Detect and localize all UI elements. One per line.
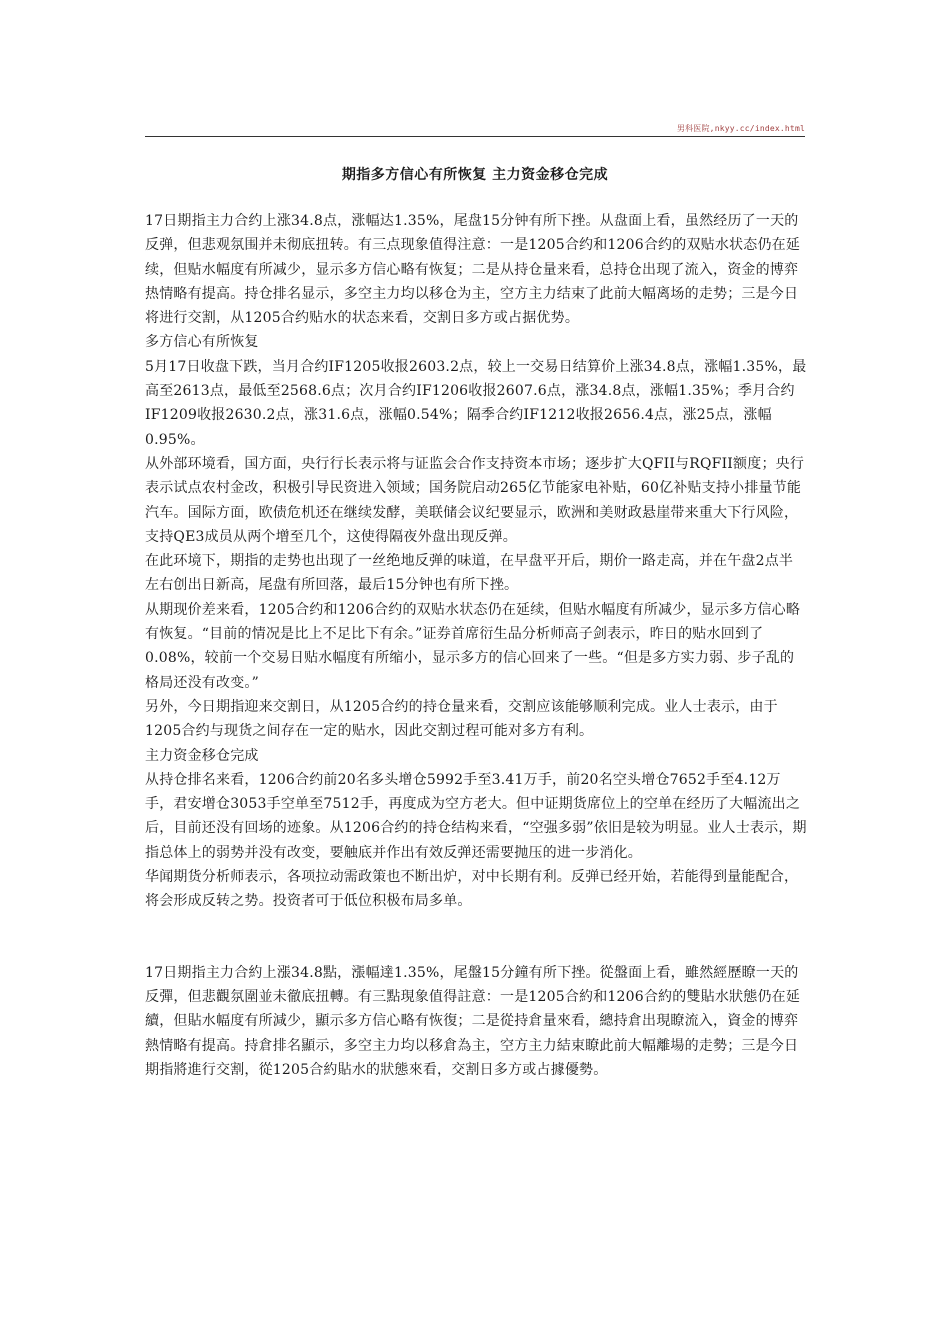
paragraph: 从外部环境看，国方面，央行行长表示将与证监会合作支持资本市场；逐步扩大QFII与RQFII额度；央行表示试点农村金改，积极引导民资进入领域；国务院启动265亿节能家电补贴，60亿补贴支持小排量节能汽车。国际方面，欧债危机还在继续发酵，美联储会议纪要显示，欧洲和美财政悬崖带来重大下行风险，支持QE3成员从两个增至几个，这使得隔夜外盘出现反弹。: [145, 455, 805, 545]
section-heading: 多方信心有所恢复: [145, 334, 259, 351]
article-body: [145, 209, 807, 1082]
paragraph: 17日期指主力合约上涨34.8点，涨幅达1.35%，尾盘15分钟有所下挫。从盘面上看，虽然经历了一天的反弹，但悲观氛围并未彻底扭转。有三点现象值得注意：一是1205合约和1206合约的双贴水状态仍在延续，但贴水幅度有所减少，显示多方信心略有恢复；二是从持仓量来看，总持仓出现了流入，资金的博弈热情略有提高。持仓排名显示，多空主力均以移仓为主，空方主力结束了此前大幅离场的走势；三是今日将进行交割，从1205合约贴水的状态来看，交割日多方或占据优势。: [145, 213, 801, 327]
section-heading: 主力资金移仓完成: [145, 747, 259, 764]
header-divider: [145, 136, 805, 137]
traditional-paragraph: 17日期指主力合約上漲34.8點，漲幅達1.35%，尾盤15分鐘有所下挫。從盤面上看，雖然經歷瞭一天的反彈，但悲觀氛圍並未徹底扭轉。有三點現象值得註意：一是1205合約和1206合約的雙貼水狀態仍在延續，但貼水幅度有所減少，顯示多方信心略有恢復；二是從持倉量來看，總持倉出現瞭流入，資金的博弈熱情略有提高。持倉排名顯示，多空主力均以移倉為主，空方主力結束瞭此前大幅離場的走勢；三是今日期指將進行交割，從1205合約貼水的狀態來看，交割日多方或占據優勢。: [145, 964, 801, 1078]
paragraph: 华闻期货分析师表示，各项拉动需政策也不断出炉，对中长期有利。反弹已经开始，若能得到量能配合，将会形成反转之势。投资者可于低位积极布局多单。: [145, 869, 799, 910]
paragraph: 从期现价差来看，1205合约和1206合约的双贴水状态仍在延续，但贴水幅度有所减少，显示多方信心略有恢复。“目前的情况是比上不足比下有余。”证券首席衍生品分析师高子剑表示，昨日的贴水回到了0.08%，较前一个交易日贴水幅度有所缩小，显示多方的信心回来了一些。“但是多方实力弱、步子乱的格局还没有改变。”: [145, 601, 801, 691]
paragraph: 另外，今日期指迎来交割日，从1205合约的持仓量来看，交割应该能够顺利完成。业人士表示，由于1205合约与现货之间存在一定的贴水，因此交割过程可能对多方有利。: [145, 698, 778, 740]
paragraph: 5月17日收盘下跌，当月合约IF1205收报2603.2点，较上一交易日结算价上涨34.8点，涨幅1.35%，最高至2613点，最低至2568.6点；次月合约IF1206收报2607.6点，涨34.8点，涨幅1.35%；季月合约IF1209收报2630.2点，涨31.6点，涨幅0.54%；隔季合约IF1212收报2656.4点，涨25点，涨幅0.95%。: [145, 358, 807, 448]
article-title: 期指多方信心有所恢复 主力资金移仓完成: [341, 167, 609, 183]
header-link[interactable]: 男科医院,nkyy.cc/index.html: [676, 124, 805, 133]
paragraph: 在此环境下，期指的走势也出现了一丝绝地反弹的味道，在早盘平开后，期价一路走高，并在午盘2点半左右创出日新高，尾盘有所回落，最后15分钟也有所下挫。: [145, 553, 794, 594]
paragraph: 从持仓排名来看，1206合约前20名多头增仓5992手至3.41万手，前20名空头增仓7652手至4.12万手，君安增仓3053手空单至7512手，再度成为空方老大。但中证期货席位上的空单在经历了大幅流出之后，目前还没有回场的迹象。从1206合约的持仓结构来看，“空强多弱”依旧是较为明显。业人士表示，期指总体上的弱势并没有改变，要触底并作出有效反弹还需要抛压的进一步消化。: [145, 771, 807, 861]
